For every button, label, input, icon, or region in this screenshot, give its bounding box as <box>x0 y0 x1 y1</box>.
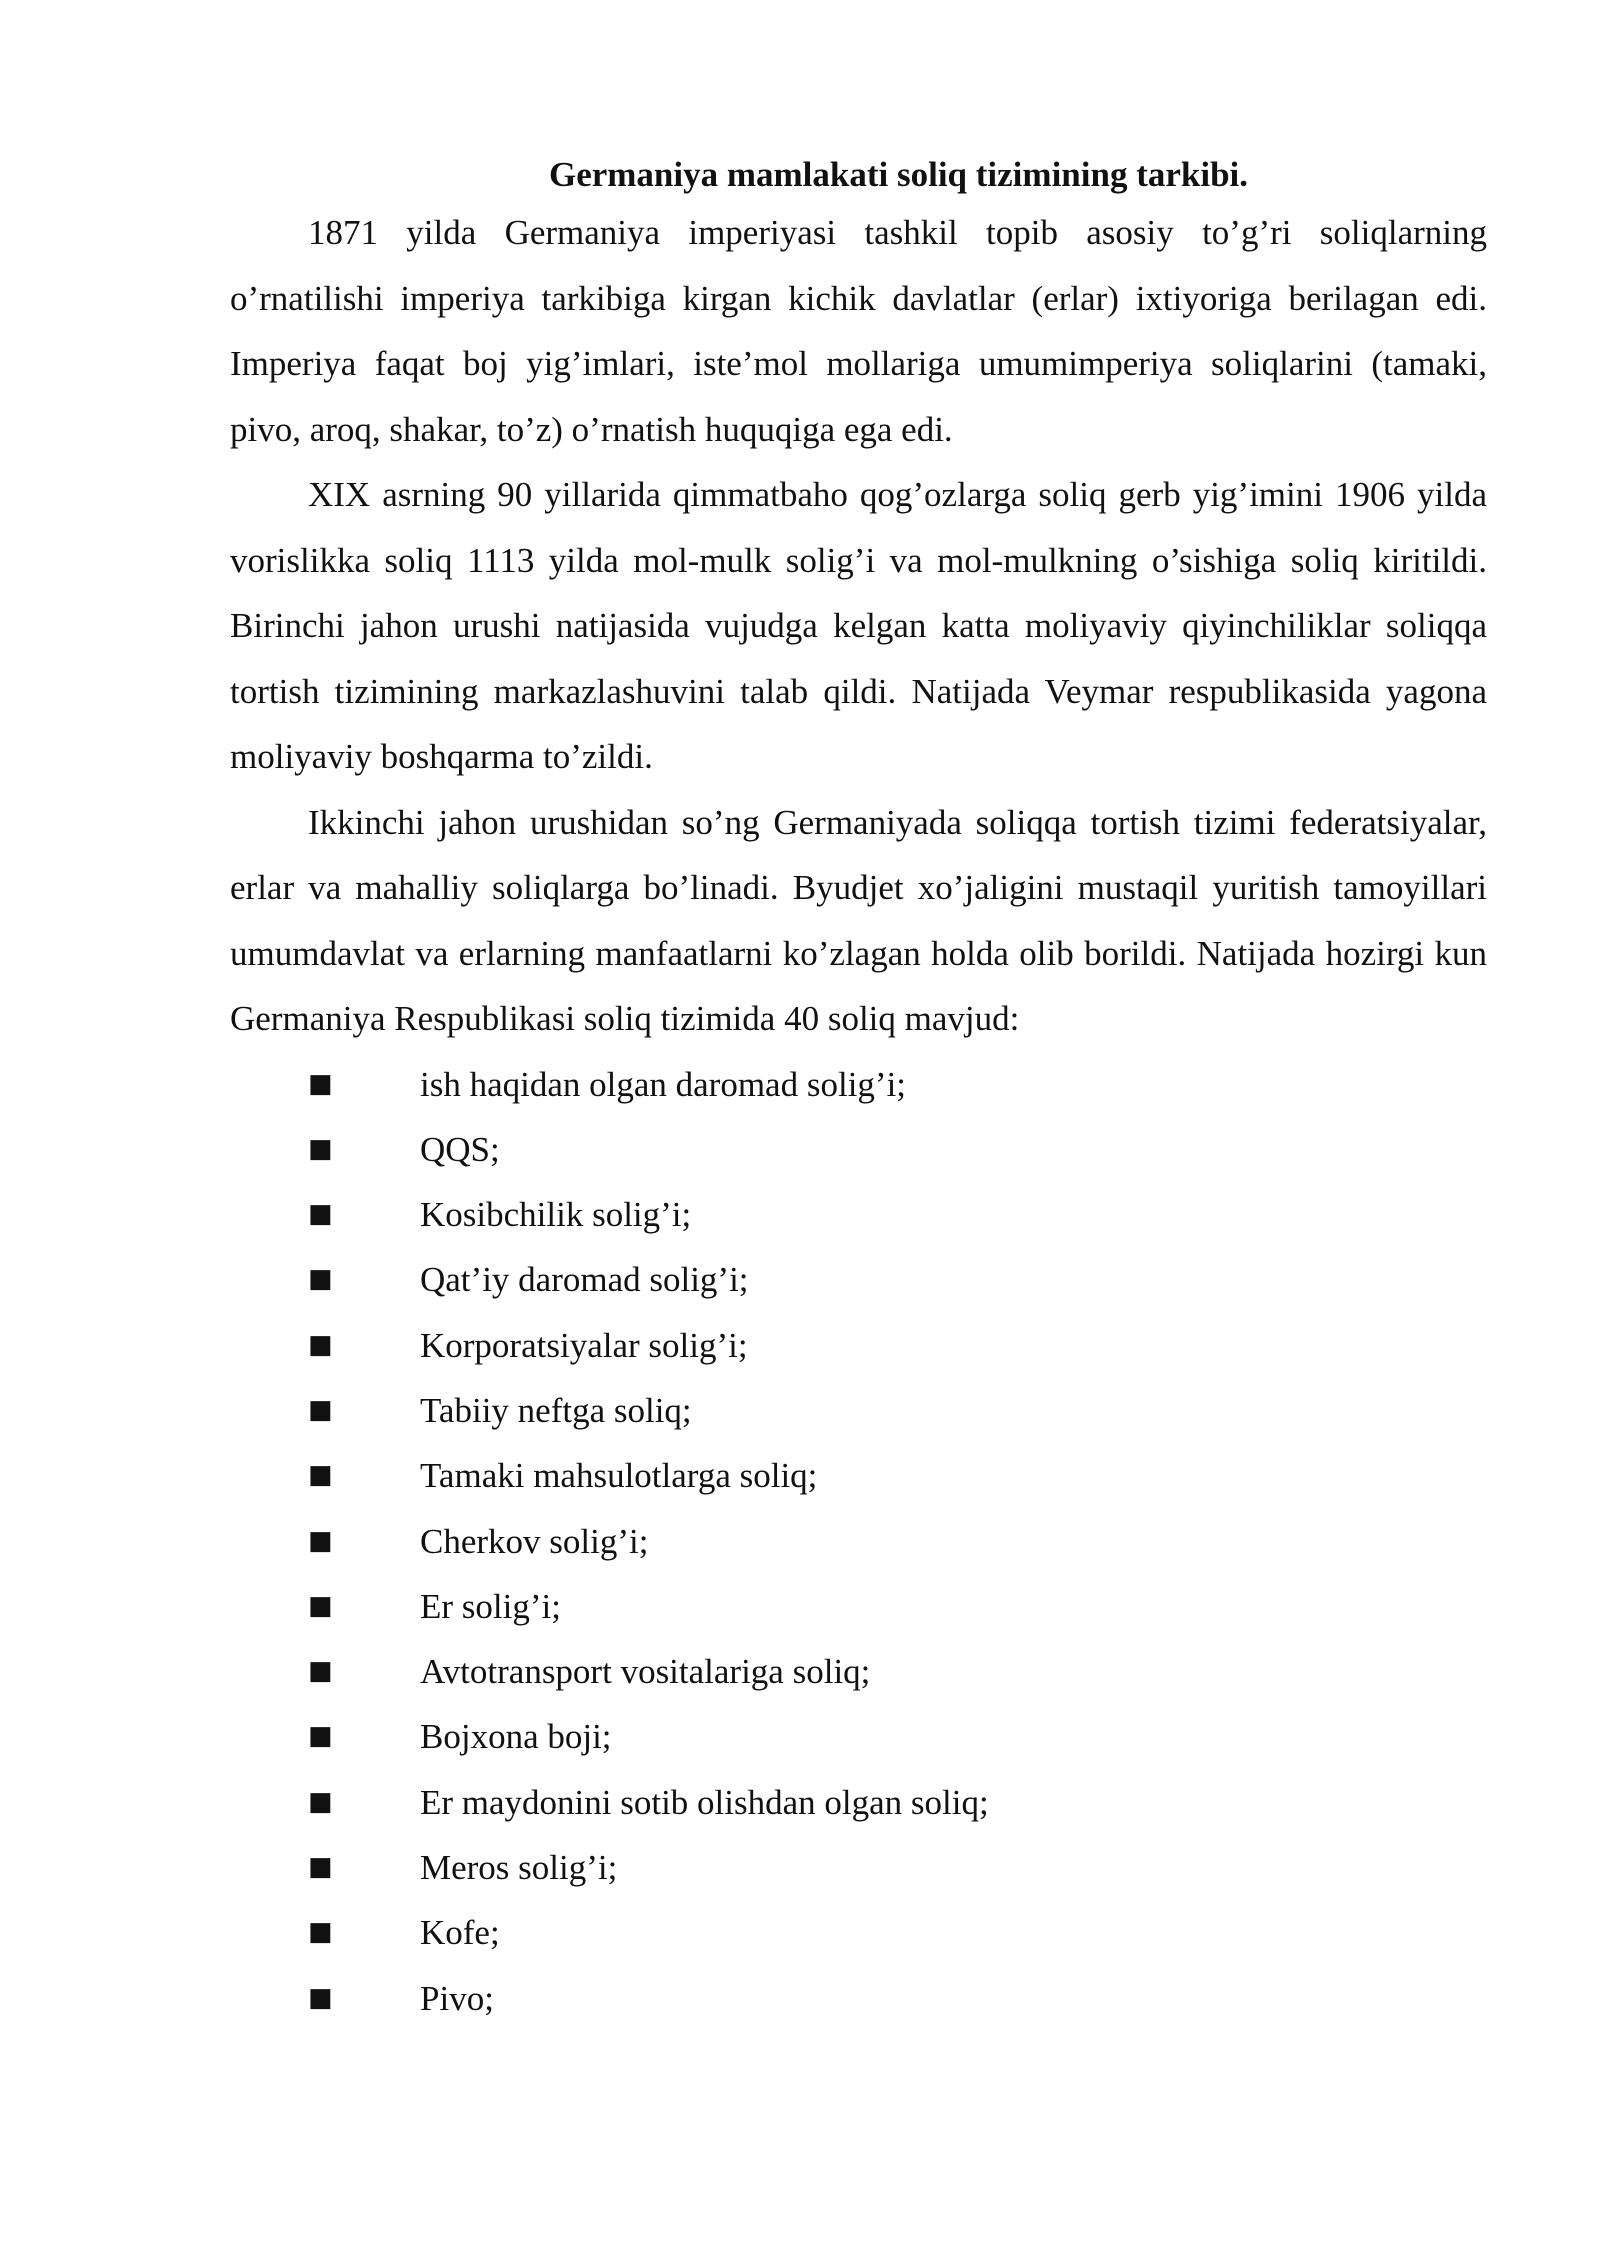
list-item-text: Qat’iy daromad solig’i; <box>420 1260 749 1300</box>
document-title: Germaniya mamlakati soliq tizimining tarkibi. <box>548 155 1249 194</box>
square-bullet-icon: ■ <box>308 1656 333 1687</box>
list-item-text: Korporatsiyalar solig’i; <box>420 1325 748 1365</box>
list-item <box>230 1247 1487 1312</box>
list-item <box>230 1117 1487 1182</box>
list-item-text: Avtotransport vositalariga soliq; <box>420 1652 871 1692</box>
list-item-text: Er solig’i; <box>420 1586 561 1626</box>
square-bullet-icon: ■ <box>308 1394 333 1425</box>
list-item <box>230 1378 1487 1443</box>
list-item <box>230 1900 1487 1965</box>
list-item <box>230 1182 1487 1247</box>
square-bullet-icon: ■ <box>308 1329 333 1360</box>
square-bullet-icon: ■ <box>308 1917 333 1948</box>
square-bullet-icon: ■ <box>308 1133 333 1164</box>
list-item <box>230 1770 1487 1835</box>
list-item-text: ish haqidan olgan daromad solig’i; <box>420 1064 907 1104</box>
list-item-text: Kofe; <box>420 1913 500 1953</box>
square-bullet-icon: ■ <box>308 1460 333 1491</box>
list-item <box>230 1443 1487 1508</box>
list-item <box>230 1966 1487 2031</box>
list-item <box>230 1704 1487 1769</box>
list-item <box>230 1639 1487 1704</box>
square-bullet-icon: ■ <box>308 1264 333 1295</box>
list-item <box>230 1052 1487 1117</box>
list-item-text: Meros solig’i; <box>420 1848 618 1888</box>
list-item <box>230 1313 1487 1378</box>
square-bullet-icon: ■ <box>308 1525 333 1556</box>
square-bullet-icon: ■ <box>308 1852 333 1883</box>
square-bullet-icon: ■ <box>308 1982 333 2013</box>
tax-list <box>230 1052 1487 2031</box>
list-item-text: Tabiiy neftga soliq; <box>420 1390 692 1430</box>
paragraph-history-xix-century: XIX asrning 90 yillarida qimmatbaho qog’ozlarga soliq gerb yig’imini 1906 yilda vorislikka soliq 1113 yilda mol-mulk solig’i va mol-mulkning o’sishiga soliq kiritildi. Birinchi jahon urushi natijasida vujudga kelgan katta moliyaviy qiyinchiliklar soliqqa tortish tizimining markazlashuvini talab qildi. Natijada Veymar respublikasida yagona moliyaviy boshqarma to’zildi. <box>230 475 1487 776</box>
list-item <box>230 1835 1487 1900</box>
list-item-text: Er maydonini sotib olishdan olgan soliq; <box>420 1782 989 1822</box>
list-item <box>230 1574 1487 1639</box>
square-bullet-icon: ■ <box>308 1590 333 1621</box>
list-item-text: Cherkov solig’i; <box>420 1521 649 1561</box>
document-body <box>230 150 1487 2031</box>
list-item-text: Bojxona boji; <box>420 1717 612 1757</box>
square-bullet-icon: ■ <box>308 1786 333 1817</box>
list-item-text: Kosibchilik solig’i; <box>420 1195 692 1235</box>
list-item <box>230 1509 1487 1574</box>
square-bullet-icon: ■ <box>308 1068 333 1099</box>
list-item-text: Pivo; <box>420 1978 494 2018</box>
paragraph-post-war-system: Ikkinchi jahon urushidan so’ng Germaniyada soliqqa tortish tizimi federatsiyalar, erlar va mahalliy soliqlarga bo’linadi. Byudjet xo’jaligini mustaqil yuritish tamoyillari umumdavlat va erlarning manfaatlarni ko’zlagan holda olib borildi. Natijada hozirgi kun Germaniya Respublikasi soliq tizimida 40 soliq mavjud: <box>230 802 1487 1038</box>
list-item-text: QQS; <box>420 1129 500 1169</box>
paragraph-history-1871: 1871 yilda Germaniya imperiyasi tashkil topib asosiy to’g’ri soliqlarning o’rnatilishi imperiya tarkibiga kirgan kichik davlatlar (erlar) ixtiyoriga berilagan edi. Imperiya faqat boj yig’imlari, iste’mol mollariga umumimperiya soliqlarini (tamaki, pivo, aroq, shakar, to’z) o’rnatish huquqiga ega edi. <box>230 213 1487 449</box>
square-bullet-icon: ■ <box>308 1199 333 1230</box>
list-item-text: Tamaki mahsulotlarga soliq; <box>420 1456 818 1496</box>
square-bullet-icon: ■ <box>308 1721 333 1752</box>
